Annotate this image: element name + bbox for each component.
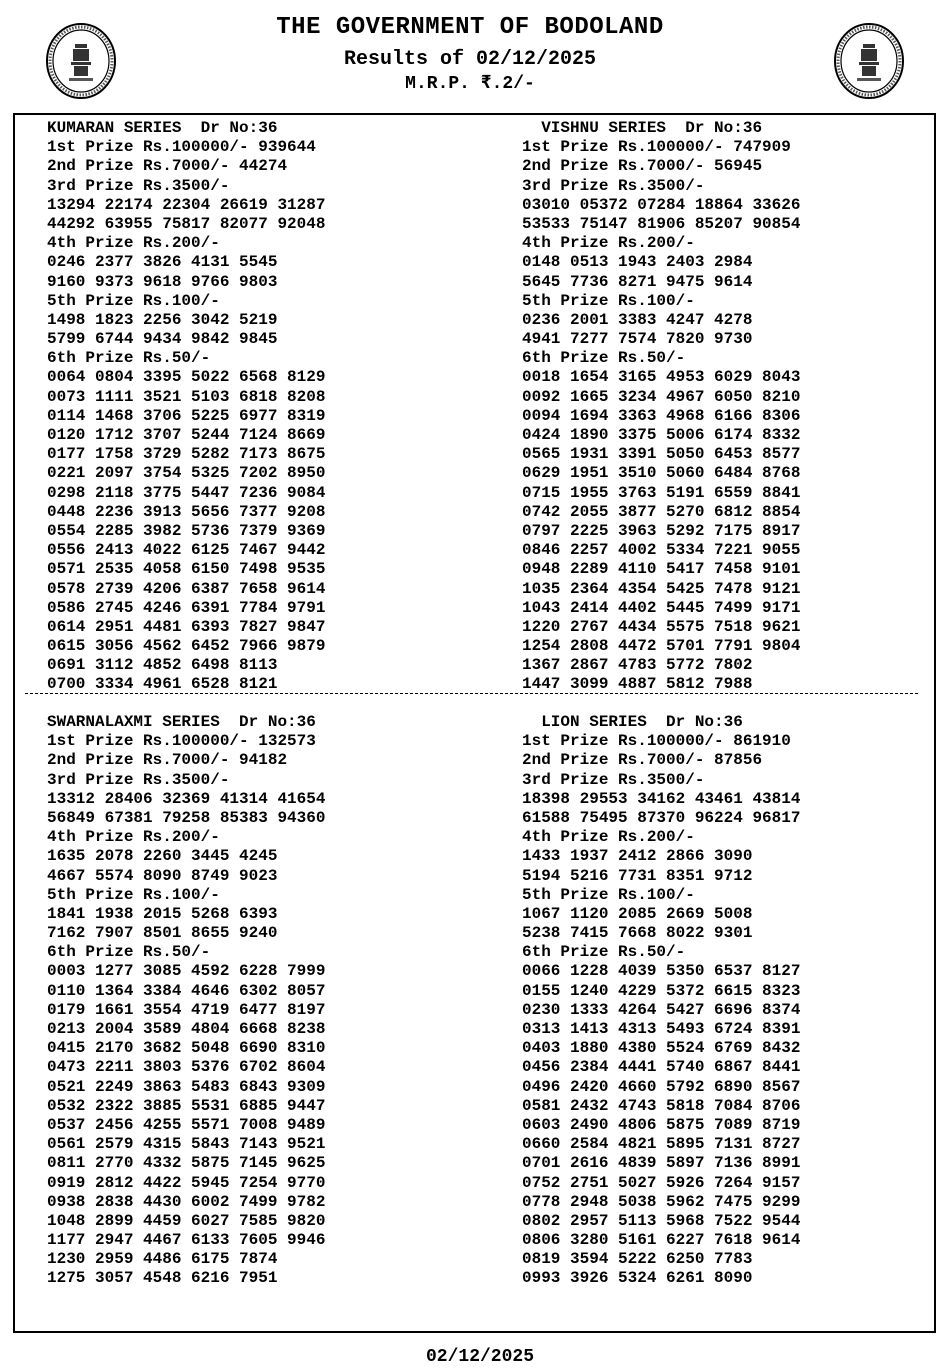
result-line: 44292 63955 75817 82077 92048 bbox=[47, 214, 326, 233]
page-title: THE GOVERNMENT OF BODOLAND bbox=[276, 14, 664, 41]
result-line: 0213 2004 3589 4804 6668 8238 bbox=[47, 1020, 326, 1038]
result-line: 0615 3056 4562 6452 7966 9879 bbox=[47, 637, 326, 656]
result-line: 1367 2867 4783 5772 7802 bbox=[522, 656, 753, 675]
result-line: 1067 1120 2085 2669 5008 bbox=[522, 904, 753, 923]
result-line: 5th Prize Rs.100/- bbox=[522, 885, 695, 904]
result-line: 0448 2236 3913 5656 7377 9208 bbox=[47, 502, 326, 521]
result-line: 6th Prize Rs.50/- bbox=[47, 349, 211, 368]
result-line: 0148 0513 1943 2403 2984 bbox=[522, 253, 753, 272]
result-line: 0403 1880 4380 5524 6769 8432 bbox=[522, 1039, 801, 1058]
lion-series-results bbox=[522, 713, 800, 1289]
result-line: 6th Prize Rs.50/- bbox=[47, 943, 211, 962]
result-line: 3rd Prize Rs.3500/- bbox=[47, 770, 230, 789]
result-line: 1st Prize Rs.100000/- 747909 bbox=[522, 138, 791, 157]
mrp-price: M.R.P. ₹.2/- bbox=[405, 74, 535, 94]
result-line: 4th Prize Rs.200/- bbox=[522, 234, 695, 253]
result-line: 0811 2770 4332 5875 7145 9625 bbox=[47, 1154, 326, 1173]
result-line: 0473 2211 3803 5376 6702 8604 bbox=[47, 1058, 326, 1077]
result-line: 0802 2957 5113 5968 7522 9544 bbox=[522, 1211, 801, 1230]
result-line: 18398 29553 34162 43461 43814 bbox=[522, 789, 801, 808]
result-line: 0660 2584 4821 5895 7131 8727 bbox=[522, 1135, 801, 1154]
result-line: 9160 9373 9618 9766 9803 bbox=[47, 272, 278, 291]
vishnu-series-results bbox=[522, 119, 800, 695]
result-line: 0571 2535 4058 6150 7498 9535 bbox=[47, 560, 326, 579]
seal-emblem-icon bbox=[833, 22, 905, 100]
result-line: 0700 3334 4961 6528 8121 bbox=[47, 675, 278, 694]
result-line: 0806 3280 5161 6227 7618 9614 bbox=[522, 1231, 801, 1250]
result-line: 13294 22174 22304 26619 31287 bbox=[47, 195, 326, 214]
result-line: 0521 2249 3863 5483 6843 9309 bbox=[47, 1077, 326, 1096]
result-line: 0603 2490 4806 5875 7089 8719 bbox=[522, 1115, 801, 1134]
result-line: 0177 1758 3729 5282 7173 8675 bbox=[47, 445, 326, 464]
result-line: 0018 1654 3165 4953 6029 8043 bbox=[522, 368, 801, 387]
result-line: 0561 2579 4315 5843 7143 9521 bbox=[47, 1135, 326, 1154]
result-line: 5th Prize Rs.100/- bbox=[47, 885, 220, 904]
result-line: 1433 1937 2412 2866 3090 bbox=[522, 847, 753, 866]
result-line: 0701 2616 4839 5897 7136 8991 bbox=[522, 1154, 801, 1173]
result-line: 4th Prize Rs.200/- bbox=[47, 828, 220, 847]
series-title: SWARNALAXMI SERIES Dr No:36 bbox=[47, 713, 316, 731]
result-line: 0556 2413 4022 6125 7467 9442 bbox=[47, 541, 326, 560]
result-line: 0691 3112 4852 6498 8113 bbox=[47, 656, 278, 675]
result-line: 0578 2739 4206 6387 7658 9614 bbox=[47, 579, 326, 598]
result-line: 1220 2767 4434 5575 7518 9621 bbox=[522, 617, 801, 636]
result-line: 1st Prize Rs.100000/- 861910 bbox=[522, 732, 791, 751]
kumaran-series-results bbox=[47, 119, 325, 695]
series-title: KUMARAN SERIES Dr No:36 bbox=[47, 119, 278, 137]
result-line: 3rd Prize Rs.3500/- bbox=[522, 770, 705, 789]
result-line: 0298 2118 3775 5447 7236 9084 bbox=[47, 483, 326, 502]
result-line: 0565 1931 3391 5050 6453 8577 bbox=[522, 445, 801, 464]
result-line: 1048 2899 4459 6027 7585 9820 bbox=[47, 1211, 326, 1230]
result-line: 1st Prize Rs.100000/- 939644 bbox=[47, 138, 316, 157]
result-line: 0819 3594 5222 6250 7783 bbox=[522, 1250, 753, 1269]
swarnalaxmi-series-results bbox=[47, 713, 325, 1289]
result-line: 0236 2001 3383 4247 4278 bbox=[522, 310, 753, 329]
result-line: 0092 1665 3234 4967 6050 8210 bbox=[522, 387, 801, 406]
result-line: 1254 2808 4472 5701 7791 9804 bbox=[522, 637, 801, 656]
result-line: 0415 2170 3682 5048 6690 8310 bbox=[47, 1039, 326, 1058]
series-title: VISHNU SERIES Dr No:36 bbox=[522, 119, 763, 137]
result-line: 1230 2959 4486 6175 7874 bbox=[47, 1250, 278, 1269]
result-line: 0797 2225 3963 5292 7175 8917 bbox=[522, 521, 801, 540]
result-line: 0554 2285 3982 5736 7379 9369 bbox=[47, 521, 326, 540]
result-line: 0120 1712 3707 5244 7124 8669 bbox=[47, 426, 326, 444]
result-line: 0313 1413 4313 5493 6724 8391 bbox=[522, 1020, 801, 1038]
result-line: 0846 2257 4002 5334 7221 9055 bbox=[522, 541, 801, 560]
result-line: 1st Prize Rs.100000/- 132573 bbox=[47, 732, 316, 751]
result-line: 0064 0804 3395 5022 6568 8129 bbox=[47, 368, 326, 387]
result-line: 0114 1468 3706 5225 6977 8319 bbox=[47, 406, 326, 425]
result-line: 0424 1890 3375 5006 6174 8332 bbox=[522, 426, 801, 444]
result-line: 0629 1951 3510 5060 6484 8768 bbox=[522, 464, 801, 483]
result-line: 2nd Prize Rs.7000/- 44274 bbox=[47, 157, 288, 176]
section-divider bbox=[25, 693, 918, 694]
result-line: 1177 2947 4467 6133 7605 9946 bbox=[47, 1231, 326, 1250]
result-line: 0230 1333 4264 5427 6696 8374 bbox=[522, 1000, 801, 1019]
result-line: 2nd Prize Rs.7000/- 94182 bbox=[47, 751, 288, 770]
result-line: 2nd Prize Rs.7000/- 56945 bbox=[522, 157, 763, 176]
result-line: 1043 2414 4402 5445 7499 9171 bbox=[522, 598, 801, 617]
seal-emblem-icon bbox=[45, 22, 117, 100]
result-line: 3rd Prize Rs.3500/- bbox=[47, 176, 230, 195]
result-line: 0094 1694 3363 4968 6166 8306 bbox=[522, 406, 801, 425]
result-line: 4941 7277 7574 7820 9730 bbox=[522, 330, 753, 349]
result-line: 6th Prize Rs.50/- bbox=[522, 349, 686, 368]
result-line: 6th Prize Rs.50/- bbox=[522, 943, 686, 962]
result-line: 56849 67381 79258 85383 94360 bbox=[47, 808, 326, 827]
result-line: 0586 2745 4246 6391 7784 9791 bbox=[47, 598, 326, 617]
result-line: 0179 1661 3554 4719 6477 8197 bbox=[47, 1000, 326, 1019]
result-line: 5th Prize Rs.100/- bbox=[47, 291, 220, 310]
result-line: 61588 75495 87370 96224 96817 bbox=[522, 808, 801, 827]
result-line: 0742 2055 3877 5270 6812 8854 bbox=[522, 502, 801, 521]
result-line: 1498 1823 2256 3042 5219 bbox=[47, 310, 278, 329]
result-line: 0073 1111 3521 5103 6818 8208 bbox=[47, 387, 326, 406]
result-line: 3rd Prize Rs.3500/- bbox=[522, 176, 705, 195]
result-line: 1841 1938 2015 5268 6393 bbox=[47, 904, 278, 923]
result-line: 5799 6744 9434 9842 9845 bbox=[47, 330, 278, 349]
result-line: 0778 2948 5038 5962 7475 9299 bbox=[522, 1192, 801, 1211]
result-line: 0246 2377 3826 4131 5545 bbox=[47, 253, 278, 272]
results-date: Results of 02/12/2025 bbox=[343, 48, 597, 71]
result-line: 0456 2384 4441 5740 6867 8441 bbox=[522, 1058, 801, 1077]
result-line: 0066 1228 4039 5350 6537 8127 bbox=[522, 962, 801, 981]
result-line: 53533 75147 81906 85207 90854 bbox=[522, 214, 801, 233]
result-line: 0003 1277 3085 4592 6228 7999 bbox=[47, 962, 326, 981]
result-line: 7162 7907 8501 8655 9240 bbox=[47, 924, 278, 943]
result-line: 0537 2456 4255 5571 7008 9489 bbox=[47, 1115, 326, 1134]
result-line: 4th Prize Rs.200/- bbox=[522, 828, 695, 847]
result-line: 1635 2078 2260 3445 4245 bbox=[47, 847, 278, 866]
result-line: 4th Prize Rs.200/- bbox=[47, 234, 220, 253]
result-line: 0496 2420 4660 5792 6890 8567 bbox=[522, 1077, 801, 1096]
result-line: 0938 2838 4430 6002 7499 9782 bbox=[47, 1192, 326, 1211]
header bbox=[0, 0, 952, 110]
footer-date: 02/12/2025 bbox=[425, 1347, 535, 1367]
result-line: 0110 1364 3384 4646 6302 8057 bbox=[47, 981, 326, 1000]
result-line: 13312 28406 32369 41314 41654 bbox=[47, 789, 326, 808]
result-line: 0919 2812 4422 5945 7254 9770 bbox=[47, 1173, 326, 1192]
result-line: 5th Prize Rs.100/- bbox=[522, 291, 695, 310]
result-line: 03010 05372 07284 18864 33626 bbox=[522, 195, 801, 214]
result-line: 5238 7415 7668 8022 9301 bbox=[522, 924, 753, 943]
result-line: 4667 5574 8090 8749 9023 bbox=[47, 866, 278, 885]
series-title: LION SERIES Dr No:36 bbox=[522, 713, 743, 731]
result-line: 5645 7736 8271 9475 9614 bbox=[522, 272, 753, 291]
result-line: 0948 2289 4110 5417 7458 9101 bbox=[522, 560, 801, 579]
result-line: 1447 3099 4887 5812 7988 bbox=[522, 675, 753, 694]
result-line: 0155 1240 4229 5372 6615 8323 bbox=[522, 981, 801, 1000]
result-line: 0752 2751 5027 5926 7264 9157 bbox=[522, 1173, 801, 1192]
result-line: 1035 2364 4354 5425 7478 9121 bbox=[522, 579, 801, 598]
result-line: 0532 2322 3885 5531 6885 9447 bbox=[47, 1096, 326, 1115]
result-line: 0581 2432 4743 5818 7084 8706 bbox=[522, 1096, 801, 1115]
result-line: 0221 2097 3754 5325 7202 8950 bbox=[47, 464, 326, 483]
result-line: 2nd Prize Rs.7000/- 87856 bbox=[522, 751, 763, 770]
result-line: 5194 5216 7731 8351 9712 bbox=[522, 866, 753, 885]
result-line: 0614 2951 4481 6393 7827 9847 bbox=[47, 617, 326, 636]
result-line: 0715 1955 3763 5191 6559 8841 bbox=[522, 483, 801, 502]
result-line: 0993 3926 5324 6261 8090 bbox=[522, 1269, 753, 1288]
result-line: 1275 3057 4548 6216 7951 bbox=[47, 1269, 278, 1288]
